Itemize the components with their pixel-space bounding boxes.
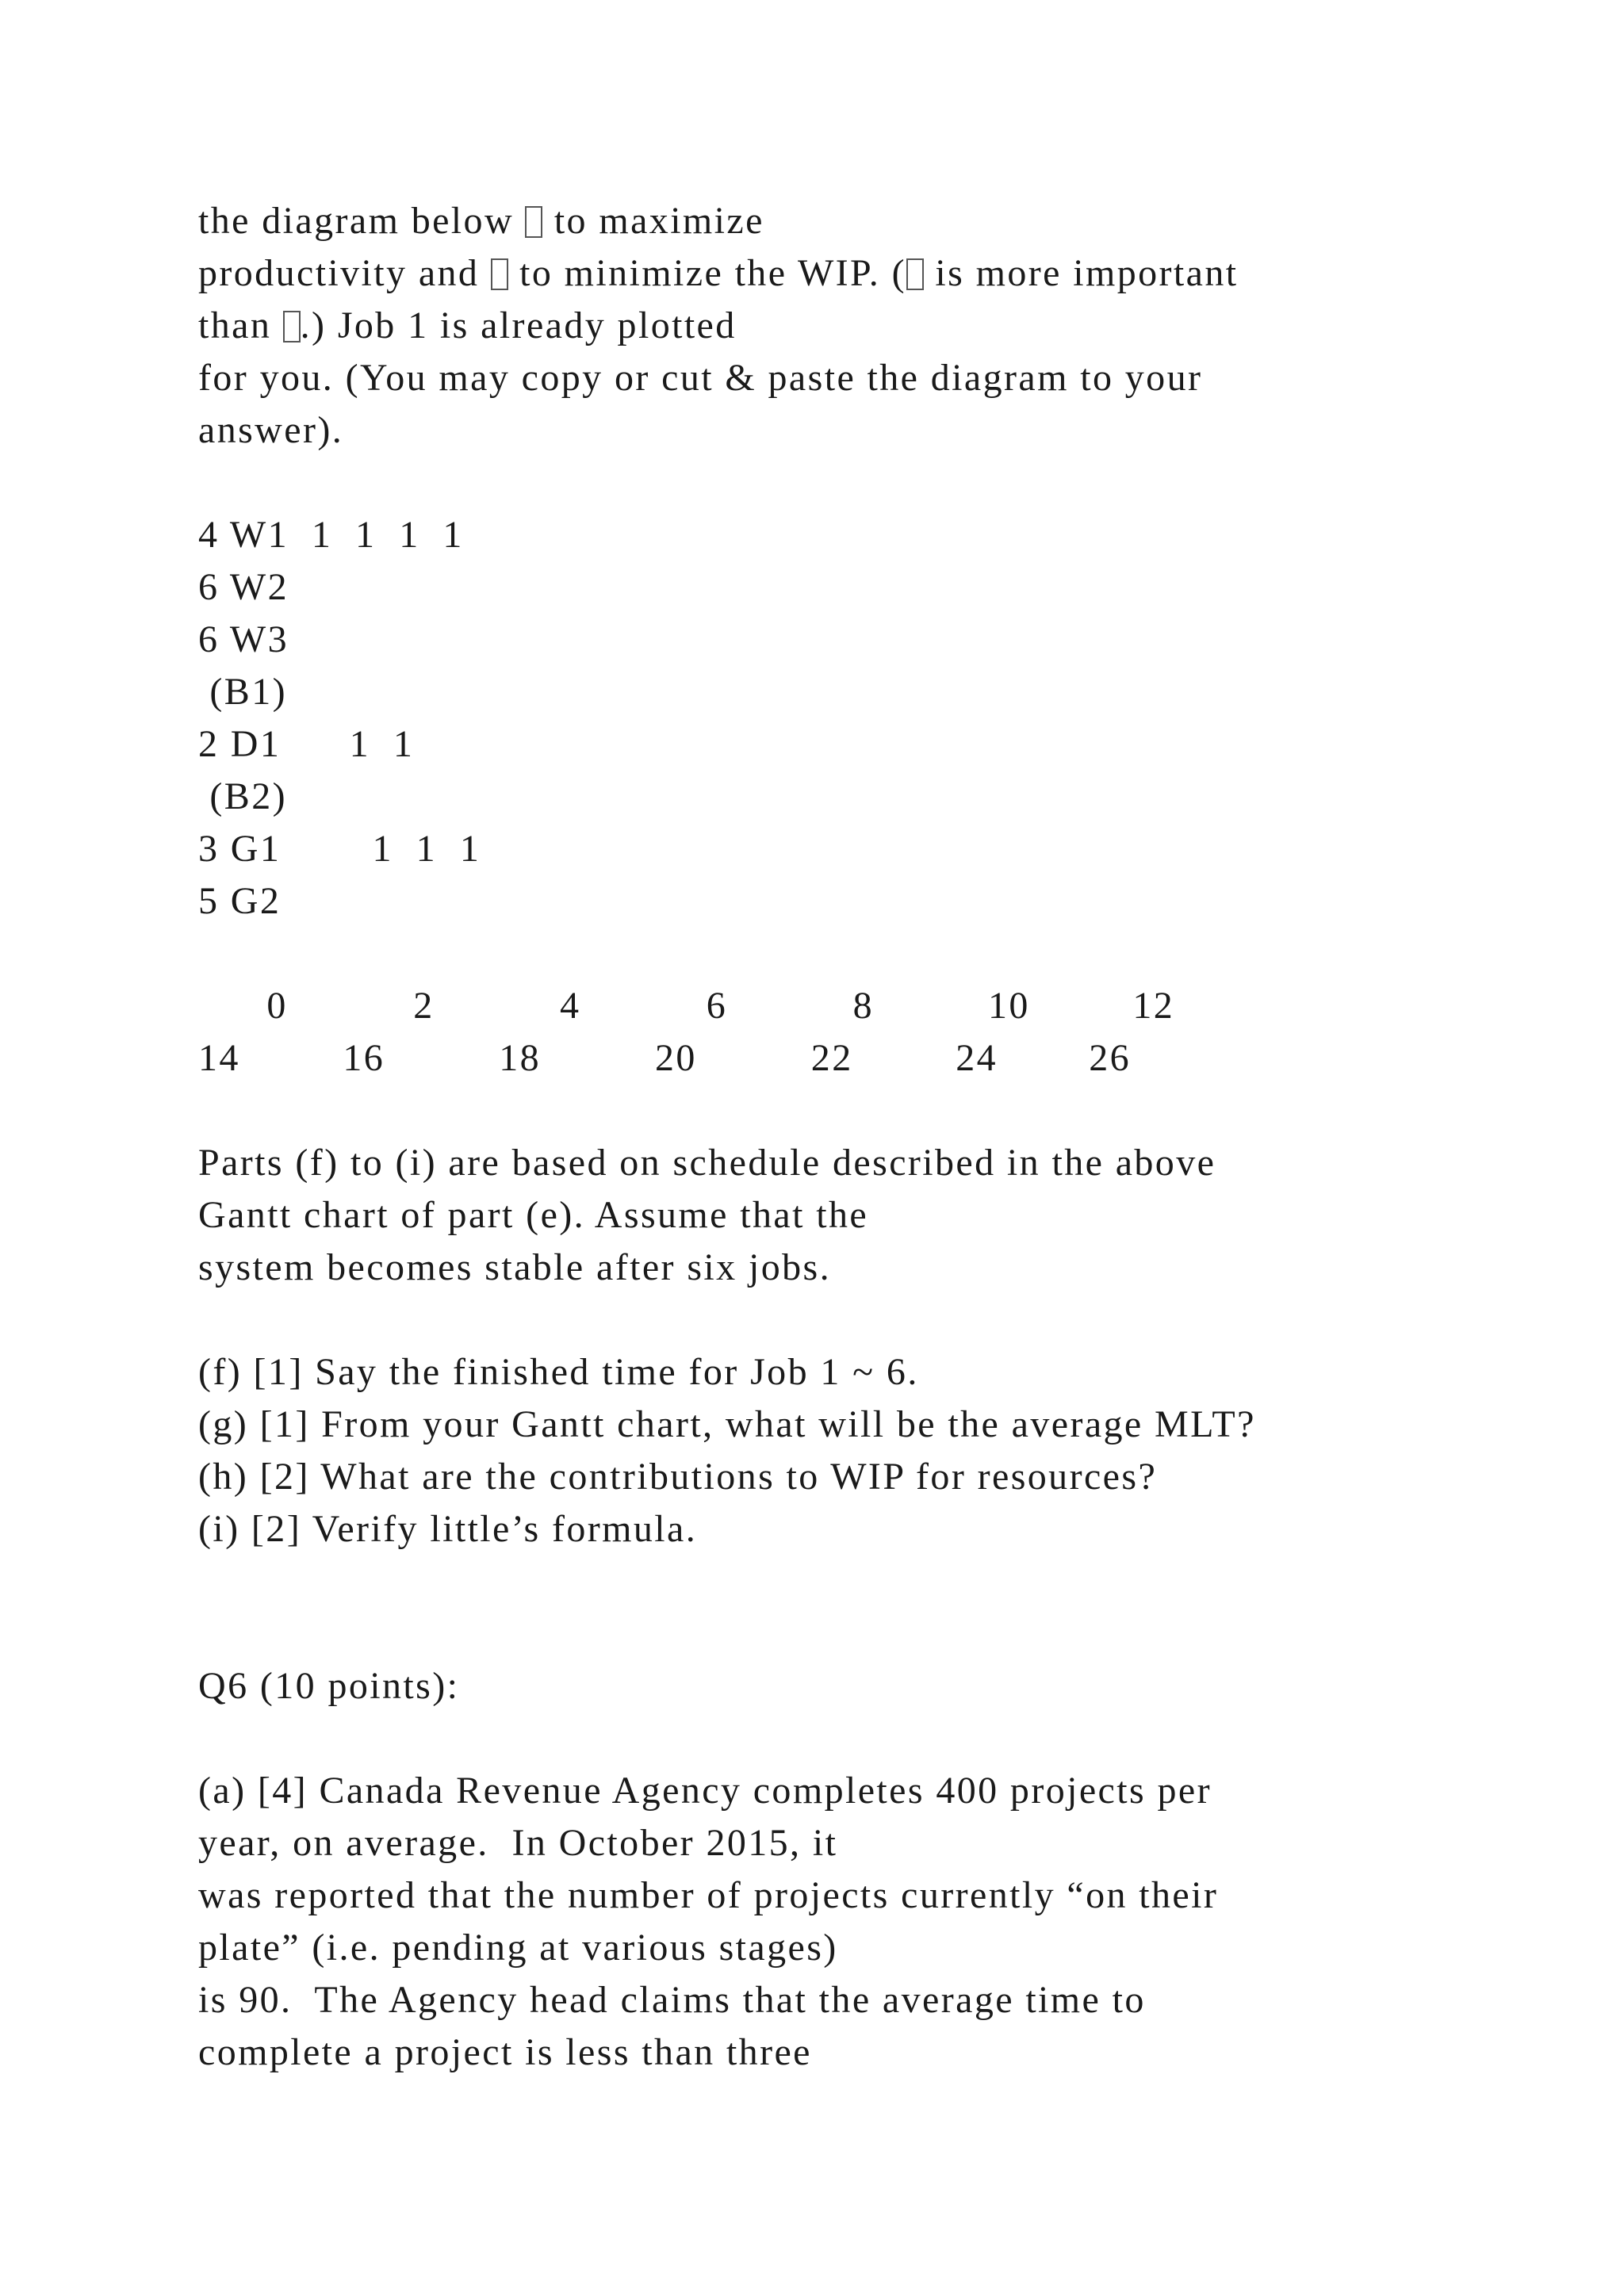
document-page xyxy=(198,195,1467,2079)
question-i: (i) [2] Verify little’s formula. xyxy=(198,1508,698,1550)
text-run: than xyxy=(198,304,283,346)
gantt-axis-ticks-2: 14 16 18 20 22 24 26 xyxy=(198,1037,1131,1079)
text-line xyxy=(198,247,1467,300)
spacer xyxy=(198,1556,1467,1660)
checkbox-icon xyxy=(525,206,542,238)
text-line xyxy=(198,404,1467,457)
q6-heading: Q6 (10 points): xyxy=(198,1665,460,1707)
text-line: system becomes stable after six jobs. xyxy=(198,1246,831,1288)
intro-paragraph xyxy=(198,195,1467,457)
text-line: complete a project is less than three xyxy=(198,2031,812,2073)
text-line xyxy=(198,300,1467,352)
text-line: was reported that the number of projects currently “on their xyxy=(198,1874,1219,1916)
text-line: (a) [4] Canada Revenue Agency completes 400 projects per xyxy=(198,1770,1212,1812)
text-line: year, on average. In October 2015, it xyxy=(198,1822,838,1864)
text-run: to maximize xyxy=(542,200,764,242)
text-line: plate” (i.e. pending at various stages) xyxy=(198,1927,838,1969)
question-list xyxy=(198,1346,1467,1556)
gantt-row-g2: 5 G2 xyxy=(198,880,282,922)
text-line: Parts (f) to (i) are based on schedule described in the above xyxy=(198,1142,1216,1184)
question-f: (f) [1] Say the finished time for Job 1 ~ 6. xyxy=(198,1351,919,1393)
text-line xyxy=(198,195,1467,247)
gantt-row-w1: 4 W1 1 1 1 1 xyxy=(198,514,464,556)
spacer xyxy=(198,1712,1467,1765)
q6a-paragraph xyxy=(198,1765,1467,2079)
gantt-row-w2: 6 W2 xyxy=(198,566,289,608)
text-run: answer). xyxy=(198,409,344,451)
text-line: Gantt chart of part (e). Assume that the xyxy=(198,1194,869,1236)
gantt-row-b1: (B1) xyxy=(198,671,287,713)
spacer xyxy=(198,1294,1467,1346)
checkbox-icon xyxy=(283,311,301,342)
gantt-row-w3: 6 W3 xyxy=(198,618,289,660)
gantt-row-g1: 3 G1 1 1 1 xyxy=(198,828,481,870)
spacer xyxy=(198,457,1467,509)
text-line xyxy=(198,352,1467,404)
gantt-diagram xyxy=(198,509,1467,1085)
gantt-axis-ticks-1: 0 2 4 6 8 10 12 xyxy=(198,985,1175,1027)
text-run: for you. (You may copy or cut & paste the diagram to your xyxy=(198,357,1203,399)
text-run: the diagram below xyxy=(198,200,526,242)
checkbox-icon xyxy=(906,258,924,290)
text-run: to minimize the WIP. ( xyxy=(508,252,906,294)
spacer xyxy=(198,1085,1467,1137)
gantt-row-d1: 2 D1 1 1 xyxy=(198,723,415,765)
question-h: (h) [2] What are the contributions to WIP for resources? xyxy=(198,1456,1158,1498)
checkbox-icon xyxy=(491,258,508,290)
text-line: is 90. The Agency head claims that the average time to xyxy=(198,1979,1146,2021)
spacer xyxy=(198,928,1467,980)
text-run: productivity and xyxy=(198,252,491,294)
gantt-row-b2: (B2) xyxy=(198,775,287,817)
text-run: is more important xyxy=(924,252,1239,294)
parts-intro-paragraph xyxy=(198,1137,1467,1294)
text-run: .) Job 1 is already plotted xyxy=(300,304,737,346)
question-g: (g) [1] From your Gantt chart, what will be the average MLT? xyxy=(198,1403,1256,1445)
